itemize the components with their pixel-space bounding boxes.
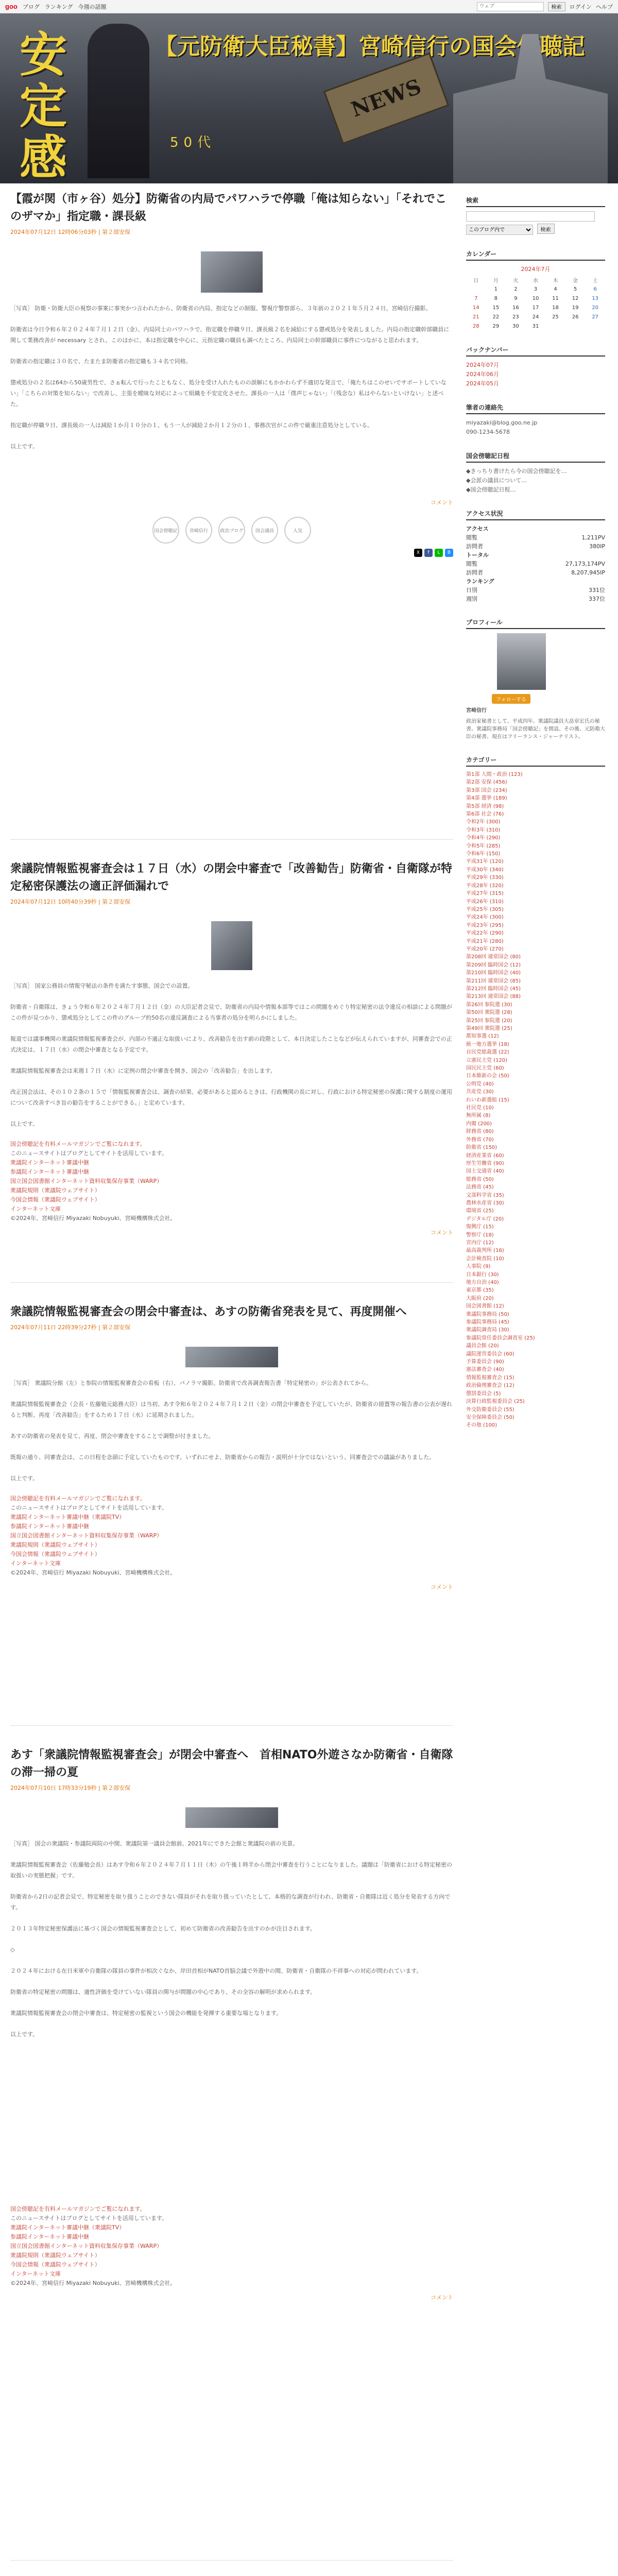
article-title[interactable]: 【霞が関（市ヶ谷）処分】防衛省の内局でパワハラで停職「俺は知らない」「それでこのザマか」指定職・課長級 [10,193,447,223]
sidebar-diary [466,451,605,495]
calendar-day[interactable]: 8 [494,295,498,301]
calendar-day[interactable]: 2 [514,286,518,292]
article-title[interactable]: 衆議院情報監視審査会の閉会中審査は、あすの防衛省発表を見て、再度開催へ [10,1306,407,1318]
article-paragraph: 防衛省から2日の記者会見で、特定秘密を取り扱うことのできない隊員がそれを取り扱っていたとして、本格的な調査が行われ、防衛省・自衛隊は近く処分を発表する方向です。 [10,1893,451,1911]
related-link[interactable]: 衆議院インターネット審議中継（衆議院TV） [10,1514,125,1520]
article-photo [185,1807,278,1828]
related-link[interactable]: 参議院インターネット審議中継 [10,2233,90,2240]
related-link[interactable]: 衆議院規則（衆議院ウェブサイト） [10,1541,100,1548]
calendar-day[interactable]: 26 [572,314,579,320]
article-paragraph: 防衛省の特定秘密の問題は、適性評価を受けていない隊員の関与が問題の中心であり、その全容の解明が求められます。 [10,1989,316,1995]
related-link[interactable]: 参議院インターネット審議中継 [10,1523,90,1530]
calendar-week [466,303,605,312]
article-title[interactable]: あす「衆議院情報監視審査会」が閉会中審査へ 首相NATO外遊さなか防衛省・自衛隊の滞一掃の夏 [10,1749,453,1779]
category-link[interactable]: 総務省 (50) [466,1176,494,1182]
category-link[interactable]: 政治倫理審査会 (12) [466,1383,514,1389]
category-link[interactable]: 平成23年 (295) [466,922,504,928]
calendar-month: 2024年7月 [521,266,551,273]
related-link[interactable]: 今国会情報（衆議院ウェブサイト） [10,1196,100,1203]
copyright-text: ©2024年、宮崎信行 Miyazaki Nobuyuki、宮崎機構株式会社。 [10,1569,176,1576]
category-link[interactable]: 地方自治 (40) [466,1280,499,1285]
sidebar-search-scope[interactable] [466,225,533,235]
facebook-share-icon[interactable]: f [424,549,433,557]
access-label: ランキング [466,578,494,585]
category-link[interactable]: 共産党 (30) [466,1089,494,1095]
comment-link[interactable]: コメント [431,499,453,506]
access-label: 訪問者 [466,569,483,576]
category-link[interactable]: 第213回 通常国会 (88) [466,994,521,1000]
access-label: 訪問者 [466,543,483,550]
category-link[interactable]: 第50回 衆院選 (28) [466,1010,512,1016]
sidebar-profile [466,618,605,741]
category-link[interactable]: 平成25年 (305) [466,906,504,912]
blog-title[interactable]: 【元防衛大臣秘書】宮崎信行の国会傍聴記 [154,33,585,60]
related-link[interactable]: 国立国会図書館インターネット資料収集保存事業（WARP） [10,2243,163,2249]
access-value: 1,211PV [581,534,605,541]
category-link[interactable]: 防衛省 (150) [466,1145,497,1151]
article-paragraph: ［写真］ 衆議院分館（左）と参院の情報監視審査会の看板（右）、パノラマ撮影。防衛省で改善調査報告書「特定秘密の」が公表されてから。 [10,1380,372,1386]
calendar-day [585,321,605,331]
diary-line: ◆きっちり書けたら今の国会傍聴記を… [466,468,567,474]
sidebar-categories [466,755,605,1430]
related-link[interactable]: 衆議院規則（衆議院ウェブサイト） [10,2252,100,2259]
category-link[interactable]: 参議院事務局 (45) [466,1319,509,1326]
access-label: 週別 [466,596,477,602]
access-label: アクセス [466,526,489,532]
category-link[interactable]: 平成20年 (270) [466,946,504,952]
calendar-day[interactable]: 19 [572,304,579,311]
category-link[interactable]: 参議院常任委員会調査室 (25) [466,1335,535,1341]
category-link[interactable]: 大阪府 (20) [466,1295,494,1301]
nav-link-ranking[interactable]: ランキング [44,3,73,10]
article-paragraph: 防衛省は今日令和６年２０２４年７月１２日（金）、内局同士のパワハラで、指定職を停職９日、課長級２名を減給にする懲戒処分を発表しました。内局の指定職幹部職員に関して業務改善が necessary とされ、このほかに、本は指定職を中心に、元指定職の職員も調べたところ、内局同士の幹部職員に事件につながると思われます。 [10,326,450,344]
access-label: トータル [466,552,489,558]
calendar-week [466,294,605,303]
category-link[interactable]: 宮内庁 (12) [466,1240,494,1246]
article [10,191,453,840]
calendar-day[interactable]: 20 [592,304,599,311]
access-value: 380IP [589,543,605,550]
category-link[interactable]: 農林水産省 (30) [466,1200,504,1206]
category-link[interactable]: 東京都 (35) [466,1287,494,1294]
access-row [466,533,605,542]
article-paragraph: あすの防衛省の発表を見て、再度、閉会中審査をすることで調整が付きました。 [10,1433,214,1439]
category-link[interactable]: 平成21年 (280) [466,938,504,944]
related-link[interactable]: 衆議院規則（衆議院ウェブサイト） [10,1187,100,1194]
article-paragraph: 衆議院情報監視審査会の閉会中審査は、特定秘密の監視という国会の機能を発揮する重要な場となります。 [10,2010,282,2016]
access-row [466,551,605,560]
calendar-day[interactable]: 13 [592,295,599,301]
sidebar [466,196,605,1444]
sidebar-contact [466,403,605,437]
sidebar-heading: 筆者の連絡先 [466,403,605,414]
category-link[interactable]: 外務省 (70) [466,1137,494,1143]
weekday: 木 [553,278,558,284]
profile-name: 宮崎信行 [466,708,487,714]
category-link[interactable]: 平成30年 (340) [466,867,504,873]
category-link[interactable]: 会計検査院 (10) [466,1256,504,1262]
access-row [466,560,605,568]
article-paragraph: 既報の通り、同審査会は、この日程を念頭に予定していたものです。いずれにせよ、防衛省からの報告・説明が十分ではないという、同審査会での議論がありました。 [10,1454,435,1461]
article-paragraph: 以上です。 [10,443,39,450]
calendar-day [565,321,586,331]
category-link[interactable]: 平成27年 (315) [466,891,504,897]
sidebar-heading: アクセス状況 [466,509,605,520]
category-link[interactable]: 予算委員会 (90) [466,1359,504,1365]
access-row [466,524,605,533]
sidebar-search-input[interactable] [466,211,595,222]
article [10,860,453,1283]
sidebar-heading: カテゴリー [466,755,605,767]
category-link[interactable]: 国民民主党 (60) [466,1065,504,1072]
profile-avatar [497,633,546,690]
category-link[interactable]: 第3部 国会 (234) [466,787,507,793]
category-link[interactable]: 人事院 (9) [466,1264,491,1270]
calendar-day[interactable]: 31 [532,323,539,329]
category-link[interactable]: 自民党総裁選 (22) [466,1049,509,1056]
calendar-day[interactable]: 18 [552,304,559,311]
related-link[interactable]: 国会傍聴記を有料メールマガジンでご覧になれます。 [10,2206,146,2212]
related-link[interactable]: インターネット文庫 [10,1206,61,1212]
related-text: このニュースサイトはブログとしてサイトを活用しています。 [10,1504,168,1511]
comment-link[interactable]: コメント [431,1229,453,1236]
calendar-day [466,284,486,294]
weekday: 火 [513,278,519,284]
calendar-day[interactable]: 4 [554,286,557,292]
access-value: 27,173,174PV [565,561,605,567]
header-banner[interactable] [0,13,618,183]
category-link[interactable]: 統一地方選挙 (18) [466,1041,509,1047]
related-text: このニュースサイトはブログとしてサイトを活用しています。 [10,2215,168,2222]
category-link[interactable]: 復興庁 (15) [466,1224,494,1230]
article-paragraph: 以上です。 [10,1121,39,1127]
sidebar-heading: 検索 [466,196,605,207]
diary-line: ◆会派の議員について… [466,477,527,484]
category-link[interactable]: 第212回 臨時国会 (45) [466,986,521,992]
access-row [466,595,605,603]
article-date: 2024年07月12日 12時06分03秒 | 第２部安保 [10,229,131,235]
calendar-day [545,321,565,331]
calendar-day[interactable]: 7 [474,295,478,301]
share-circle[interactable]: 政治ブログ [218,517,245,544]
related-links [10,1140,453,1223]
category-link[interactable]: 第2部 安保 (456) [466,779,507,786]
related-link[interactable]: インターネット文庫 [10,2270,61,2277]
category-link[interactable]: 情報監視審査会 (15) [466,1375,514,1381]
related-link[interactable]: 今国会情報（衆議院ウェブサイト） [10,2261,100,2268]
main-column [10,191,453,2576]
access-label: 閲覧 [466,561,477,567]
calendar-day[interactable]: 16 [512,304,519,311]
access-row [466,586,605,595]
calendar-day[interactable]: 27 [592,314,599,320]
category-link[interactable]: 法務省 (45) [466,1184,494,1191]
article-paragraph: 衆議院情報監視審査会（佐藤勉会長）はあす令和６年２０２４年７月１１日（木）の午後１時半から閉会中審査を行うことになりました。議題は「防衛省における特定秘密の取扱いの実態把握」です。 [10,1861,452,1879]
calendar-day[interactable]: 17 [532,304,539,311]
category-link[interactable]: 令和4年 (290) [466,835,501,841]
calendar-day[interactable]: 21 [472,314,479,320]
calendar-day[interactable]: 9 [514,295,518,301]
category-link[interactable]: 平成29年 (330) [466,875,504,881]
navbar-right [477,2,613,11]
related-link[interactable]: 国会傍聴記を有料メールマガジンでご覧になれます。 [10,1141,146,1147]
news-badge-image: NEWS [323,53,449,145]
sidebar-heading: プロフィール [466,618,605,629]
category-link[interactable]: 第26回 参院選 (30) [466,1002,512,1008]
article-date: 2024年07月10日 17時33分19秒 | 第２部安保 [10,1785,131,1791]
nav-link-login[interactable]: ログイン [569,3,592,10]
category-link[interactable]: 第208回 通常国会 (80) [466,954,521,960]
banner-person-image [88,24,149,178]
sidebar-search-button[interactable]: 検索 [537,224,555,234]
article-paragraph: ◇ [10,1946,15,1953]
category-link[interactable]: 安全保障委員会 (50) [466,1414,514,1420]
calendar-day[interactable]: 3 [534,286,538,292]
category-link[interactable]: 令和5年 (285) [466,843,501,849]
access-rows [466,524,605,603]
backnumber-link[interactable]: 2024年05月 [466,380,499,387]
category-link[interactable]: 財務省 (80) [466,1129,494,1135]
category-link[interactable]: 平成31年 (120) [466,859,504,865]
category-link[interactable]: 第4部 選挙 (189) [466,795,507,802]
category-link[interactable]: 無所属 (8) [466,1113,491,1119]
category-link[interactable]: れいわ新選組 (15) [466,1097,509,1103]
sidebar-calendar [466,249,605,331]
access-row [466,542,605,551]
category-link[interactable]: 第49回 衆院選 (25) [466,1026,512,1031]
calendar-day[interactable]: 10 [532,295,539,301]
category-link[interactable]: 平成26年 (310) [466,899,504,905]
access-value: 331位 [589,587,605,594]
calendar-table [466,275,605,331]
category-link[interactable]: 立憲民主党 (120) [466,1057,508,1063]
category-link[interactable]: 環境省 (25) [466,1208,494,1214]
comment-link[interactable]: コメント [431,1584,453,1590]
category-link[interactable]: 第5部 経済 (98) [466,803,504,809]
category-link[interactable]: 議員会館 (20) [466,1343,499,1349]
top-navbar [0,0,618,13]
diary-line: ◆国会傍聴記日程… [466,486,516,493]
navbar-search-input[interactable] [477,2,544,11]
article-paragraph: 改正国会法は、その１０２条の１５で「情報監視審査会は、調査の結果、必要があると認めるときは、行政機関の長に対し、行政における特定秘密の保護に関する制度の運用について改善すべき旨の勧告をすることができる。」と定めています。 [10,1089,452,1106]
sidebar-backnumber [466,345,605,388]
category-link[interactable]: 令和3年 (310) [466,827,501,833]
related-link[interactable]: インターネット文庫 [10,1560,61,1567]
category-link[interactable]: 第211回 通常国会 (85) [466,978,521,984]
line-share-icon[interactable]: L [435,549,443,557]
nav-link-help[interactable]: ヘルプ [596,3,613,10]
category-link[interactable]: 日本維新の会 (50) [466,1073,509,1079]
related-links [10,2205,453,2288]
category-link[interactable]: 国会図書館 (12) [466,1303,504,1310]
category-link[interactable]: 日本銀行 (30) [466,1272,499,1278]
banner-sub: 50代 [170,135,216,150]
calendar-day[interactable]: 15 [492,304,500,311]
category-link[interactable]: 平成28年 (320) [466,883,504,889]
weekday: 土 [592,278,598,284]
backnumber-link[interactable]: 2024年06月 [466,371,499,378]
article-paragraph: ２０２４年における在日米軍や自衛隊の隊員の事件が相次ぐなか、岸田首相がNATO首脳会議で外遊中の間、防衛省・自衛隊の不祥事への対応が問われています。 [10,1968,422,1974]
category-link[interactable]: 決算行政監視委員会 (25) [466,1399,525,1405]
profile-text: 政治家秘書として、平成四年、衆議院議員大畠章宏氏の秘書。衆議院事務局「国会傍聴記」を開設。その後、元防衛大臣の秘書、現在はフリーランス・ジャーナリスト。 [466,719,605,740]
article-date: 2024年07月11日 22時39分27秒 | 第２部安保 [10,1324,131,1331]
article [10,1303,453,1726]
share-circle[interactable]: 宮崎信行 [185,517,212,544]
article-paragraph: 懲戒処分の２名は64から50歳男性で、さぁ転んで行ったこともなく、処分を受け入れたものの誤解にもかかわらず不適切な発言で、「俺たちはこのせいでサポートしていない」「こちらの対策を知らない」で改善し、主張を曖昧な対応によって組織を不安定化させた。課長の一人は「僕声じゃない」「（残念な）私はやらないといけない」と述べた。 [10,379,447,408]
article-paragraph: 以上です。 [10,2031,39,2038]
share-circle[interactable]: 国会傍聴記 [152,517,179,544]
calendar-day[interactable]: 25 [552,314,559,320]
hatena-share-icon[interactable]: B [445,549,453,557]
category-link[interactable]: 社民党 (10) [466,1105,494,1111]
share-circle[interactable]: 人気 [284,517,311,544]
category-link[interactable]: 議院運営委員会 (60) [466,1351,514,1357]
calendar-day[interactable]: 1 [494,286,498,292]
category-link[interactable]: 平成22年 (290) [466,930,504,937]
category-link[interactable]: 令和2年 (300) [466,819,501,825]
article-date: 2024年07月12日 10時40分39秒 | 第２部安保 [10,899,131,905]
category-link[interactable]: 第209回 臨時国会 (12) [466,962,521,968]
article-paragraph: 防衛省・自衛隊は、きょう令和６年２０２４年７月１２日（金）の大臣記者会見で、防衛省の内局や情報本部等ではこの問題をめぐり特定秘密の法令違反の相談による問題がこの件が見つかり、懲戒処分としてこの件のグループ約50名の違反調査による当事者の処分を明らかにしました。 [10,1004,452,1021]
sns-buttons [10,549,453,557]
sidebar-search [466,196,605,235]
article-title[interactable]: 衆議院情報監視審査会は１７日（水）の閉会中審査で「改善勧告」防衛省・自衛隊が特定秘密保護法の適正評価漏れで [10,862,453,893]
calendar-day[interactable]: 5 [573,286,577,292]
nav-link-topics[interactable]: 今週の話題 [78,3,107,10]
category-list [466,771,605,1430]
category-link[interactable]: 経済産業省 (60) [466,1153,504,1159]
article-paragraph: 衆議院情報監視審査会は来週１７日（水）に定例の閉会中審査を開き、国会の「改善勧告」を出します。 [10,1067,276,1074]
article-paragraph: ２０１３年特定秘密保護法に基づく国会の情報監視審査会として、初めて防衛省の改善勧告を出すのかが注目されます。 [10,1925,316,1932]
weekday: 金 [573,278,578,284]
category-link[interactable]: 憲法審査会 (40) [466,1367,504,1373]
access-row [466,568,605,577]
calendar-week [466,321,605,331]
category-link[interactable]: 警察庁 (18) [466,1232,494,1238]
calendar-day[interactable]: 30 [512,323,519,329]
related-link[interactable]: 今国会情報（衆議院ウェブサイト） [10,1551,100,1557]
article-photo [211,921,252,970]
calendar-body [466,284,605,331]
calendar-week [466,312,605,321]
calendar-day[interactable]: 24 [532,314,539,320]
category-link[interactable]: その他 (100) [466,1422,497,1429]
article [10,1747,453,2561]
related-link[interactable]: 国立国会図書館インターネット資料収集保存事業（WARP） [10,1532,163,1539]
related-links [10,1494,453,1578]
weekday: 日 [473,278,479,284]
category-link[interactable]: 第6部 社会 (76) [466,811,504,818]
category-link[interactable]: 令和6年 (150) [466,851,501,857]
article-paragraph: 指定職が停職９日、課長級の一人は減給１か月１０分の１、もう一人が減給２か月１２分の１、事務次官がこの件で厳重注意処分としている。 [10,422,373,429]
contact-line: miyazaki@blog.goo.ne.jp [466,419,538,426]
article-paragraph: 防衛省の指定職は３０名で、たまたま防衛省の指定職も３４名で同格。 [10,358,192,365]
calendar-day[interactable]: 22 [492,314,500,320]
related-link[interactable]: 衆議院インターネット審議中継（衆議院TV） [10,2224,125,2231]
calendar-day[interactable]: 11 [552,295,559,301]
related-link[interactable]: 衆議院インターネット審議中継 [10,1159,90,1166]
article-photo [201,251,263,293]
category-link[interactable]: 平成24年 (300) [466,914,504,921]
backnumber-link[interactable]: 2024年07月 [466,362,499,368]
contact-line: 090-1234-5678 [466,429,510,435]
related-link[interactable]: 国立国会図書館インターネット資料収集保存事業（WARP） [10,1178,163,1184]
weekday: 水 [533,278,538,284]
article-paragraph: ［写真］ 国家公務員の情報守秘法の条件を満たす事態、国会での設置。 [10,982,194,989]
comment-link[interactable]: コメント [431,2294,453,2301]
access-value: 337位 [589,596,605,602]
category-link[interactable]: 都知事選 (12) [466,1033,499,1040]
category-link[interactable]: 第25回 参院選 (20) [466,1018,512,1024]
category-link[interactable]: 衆議院事務局 (50) [466,1311,509,1317]
nav-link-blog[interactable]: ブログ [22,3,40,10]
category-link[interactable]: 内閣 (200) [466,1121,492,1127]
calendar-week [466,284,605,294]
category-link[interactable]: 外交防衛委員会 (55) [466,1406,514,1413]
navbar-search-button[interactable]: 検索 [548,2,565,11]
access-row [466,577,605,586]
category-link[interactable]: 厚生労働省 (90) [466,1160,504,1166]
weekday: 月 [493,278,499,284]
article-paragraph: 衆議院情報監視審査会（会長・佐藤勉元総務大臣）は当初、あす令和６年２０２４年７月１２日（金）の閉会中審査を予定していたが、防衛省の措置等の報告書の公表が遅れると判断、再度「改善勧告」をするため１７日（水）に延期されました。 [10,1401,452,1418]
category-link[interactable]: 第1部 人間・政治 (123) [466,772,523,777]
follow-button[interactable]: フォローする [492,694,530,704]
category-link[interactable]: 国土交通省 (40) [466,1168,504,1175]
copyright-text: ©2024年、宮崎信行 Miyazaki Nobuyuki、宮崎機構株式会社。 [10,2280,176,2286]
related-link[interactable]: 参議院インターネット審議中継 [10,1168,90,1175]
calendar-day[interactable]: 29 [492,323,500,329]
calendar-day[interactable]: 23 [512,314,519,320]
copyright-text: ©2024年、宮崎信行 Miyazaki Nobuyuki、宮崎機構株式会社。 [10,1215,176,1222]
article-paragraph: ［写真］ 国会の衆議院・参議院両院の中間、衆議院第一議員会館前。2021年にできた会館と衆議院の前の光景。 [10,1840,299,1847]
category-link[interactable]: 文部科学省 (35) [466,1192,504,1198]
category-link[interactable]: 懲罰委員会 (5) [466,1391,501,1397]
category-link[interactable]: デジタル庁 (20) [466,1216,504,1222]
article-photo [185,1347,278,1367]
article-paragraph: 報道では議事機関の衆議院情報監視審査会が、内部の不適正な取扱いにより、改善勧告を出す前の段階として、本日決定したことなどが伝えられていますが、同審査会での正式決定は、１７日（水）の閉会中審査となる予定です。 [10,1036,452,1053]
related-link[interactable]: 国会傍聴記を有料メールマガジンでご覧になれます。 [10,1495,146,1502]
calendar-day[interactable]: 12 [572,295,579,301]
article-paragraph: ［写真］ 防衛・防衛大臣の視察の事案に事実かつ言われたから、防衛省の内局、指定などの制服、警視庁警察部ら、３年前の２０２１年５月２４日、宮崎信行撮影。 [10,305,432,312]
access-value: 8,207,945IP [571,569,605,576]
calendar-day[interactable]: 6 [593,286,597,292]
calendar-day[interactable]: 28 [472,323,479,329]
sidebar-access [466,509,605,603]
sidebar-heading: 国会傍聴記日程 [466,451,605,463]
goo-logo[interactable]: goo [5,3,18,10]
category-link[interactable]: 衆議院調査局 (30) [466,1327,509,1333]
share-circle[interactable]: 国会議員 [251,517,278,544]
calendar-day[interactable]: 14 [472,304,479,311]
share-buttons [10,517,453,544]
article-paragraph: 以上です。 [10,1475,39,1482]
access-label: 閲覧 [466,534,477,541]
x-share-icon[interactable]: X [414,549,422,557]
category-link[interactable]: 第210回 臨時国会 (40) [466,970,521,976]
access-label: 日別 [466,587,477,594]
sidebar-heading: バックナンバー [466,345,605,357]
category-link[interactable]: 公明党 (40) [466,1081,494,1087]
sidebar-heading: カレンダー [466,249,605,261]
banner-kanji: 安定感 [20,27,67,183]
related-text: このニュースサイトはブログとしてサイトを活用しています。 [10,1150,168,1157]
category-link[interactable]: 最高裁判所 (16) [466,1248,504,1254]
